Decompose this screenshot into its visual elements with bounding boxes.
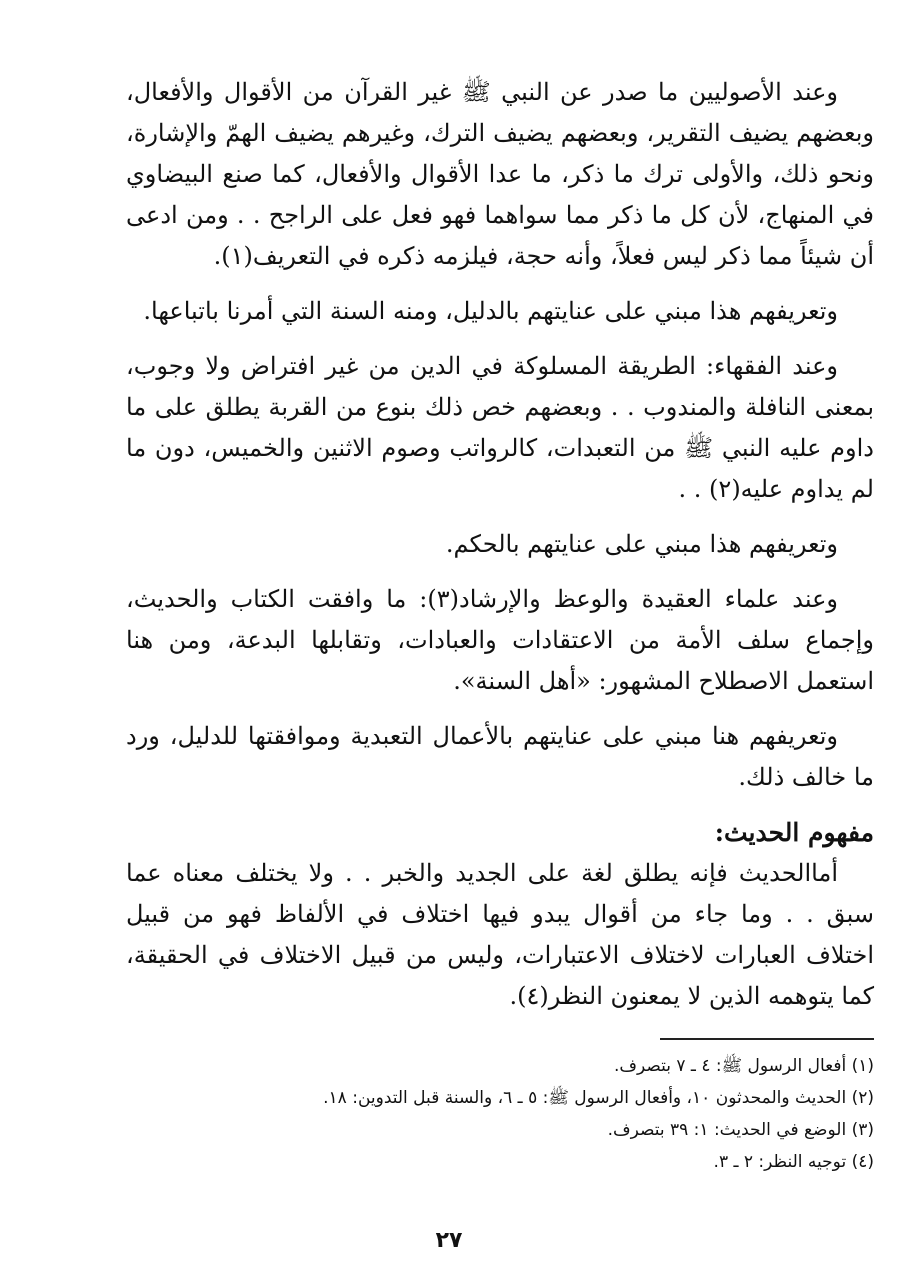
paragraph-gap: [126, 332, 874, 346]
footnote-2: (٢) الحديث والمحدثون ١٠، وأفعال الرسول ﷺ: ٥ ـ ٦، والسنة قبل التدوين: ١٨.: [323, 1088, 874, 1108]
footnote-divider: [660, 1038, 874, 1040]
paragraph-gap: [126, 798, 874, 812]
paragraph-gap: [126, 277, 874, 291]
paragraph-dalil: وتعريفهم هذا مبني على عنايتهم بالدليل، ومنه السنة التي أمرنا باتباعها.: [143, 297, 838, 325]
paragraph-hukm: وتعريفهم هذا مبني على عنايتهم بالحكم.: [445, 530, 838, 558]
page-number: ٢٧: [435, 1228, 463, 1253]
paragraph-fuqaha: وعند الفقهاء: الطريقة المسلوكة في الدين من غير افتراض ولا وجوب، بمعنى النافلة والمندوب . . وبعضهم خص ذلك بنوع من القربة يطلق على ما داوم عليه النبي ﷺ من التعبدات، كالرواتب وصوم الاثنين والخميس، دون ما لم يداوم عليه(٢) . .: [126, 352, 875, 503]
footnotes: [126, 1038, 874, 1178]
paragraph-gap: [126, 702, 874, 716]
paragraph-aamal: وتعريفهم هنا مبني على عنايتهم بالأعمال التعبدية وموافقتها للدليل، ورد ما خالف ذلك.: [126, 722, 874, 791]
page-body: [126, 72, 874, 1017]
footnote-1: (١) أفعال الرسول ﷺ: ٤ ـ ٧ بتصرف.: [613, 1056, 874, 1076]
paragraph-gap: [126, 510, 874, 524]
paragraph-hadith: أماالحديث فإنه يطلق لغة على الجديد والخبر . . ولا يختلف معناه عما سبق . . وما جاء من أقوال يبدو فيها اختلاف في الألفاظ فهو من قبيل اختلاف العبارات لاختلاف الاعتبارات، وليس من قبيل الاختلاف في الحقيقة، كما يتوهمه الذين لا يمعنون النظر(٤).: [126, 859, 874, 1010]
footnote-4: (٤) توجيه النظر: ٢ ـ ٣.: [713, 1152, 874, 1172]
section-heading: مفهوم الحديث:: [714, 818, 874, 847]
paragraph-aqida: وعند علماء العقيدة والوعظ والإرشاد(٣): ما وافقت الكتاب والحديث، وإجماع سلف الأمة من الاعتقادات والعبادات، وتقابلها البدعة، ومن هنا استعمل الاصطلاح المشهور: «أهل السنة».: [126, 585, 875, 695]
footnote-3: (٣) الوضع في الحديث: ١: ٣٩ بتصرف.: [607, 1120, 874, 1140]
paragraph-usuliyyin: وعند الأصوليين ما صدر عن النبي ﷺ غير القرآن من الأقوال والأفعال، وبعضهم يضيف التقرير، وبعضهم يضيف الترك، وغيرهم يضيف الهمّ والإشارة، ونحو ذلك، والأولى ترك ما ذكر، ما عدا الأقوال والأفعال، كما صنع البيضاوي في المنهاج، لأن كل ما ذكر مما سواهما فهو فعل على الراجح . . ومن ادعى أن شيئاً مما ذكر ليس فعلاً، وأنه حجة، فيلزمه ذكره في التعريف(١).: [126, 78, 875, 270]
paragraph-gap: [126, 565, 874, 579]
